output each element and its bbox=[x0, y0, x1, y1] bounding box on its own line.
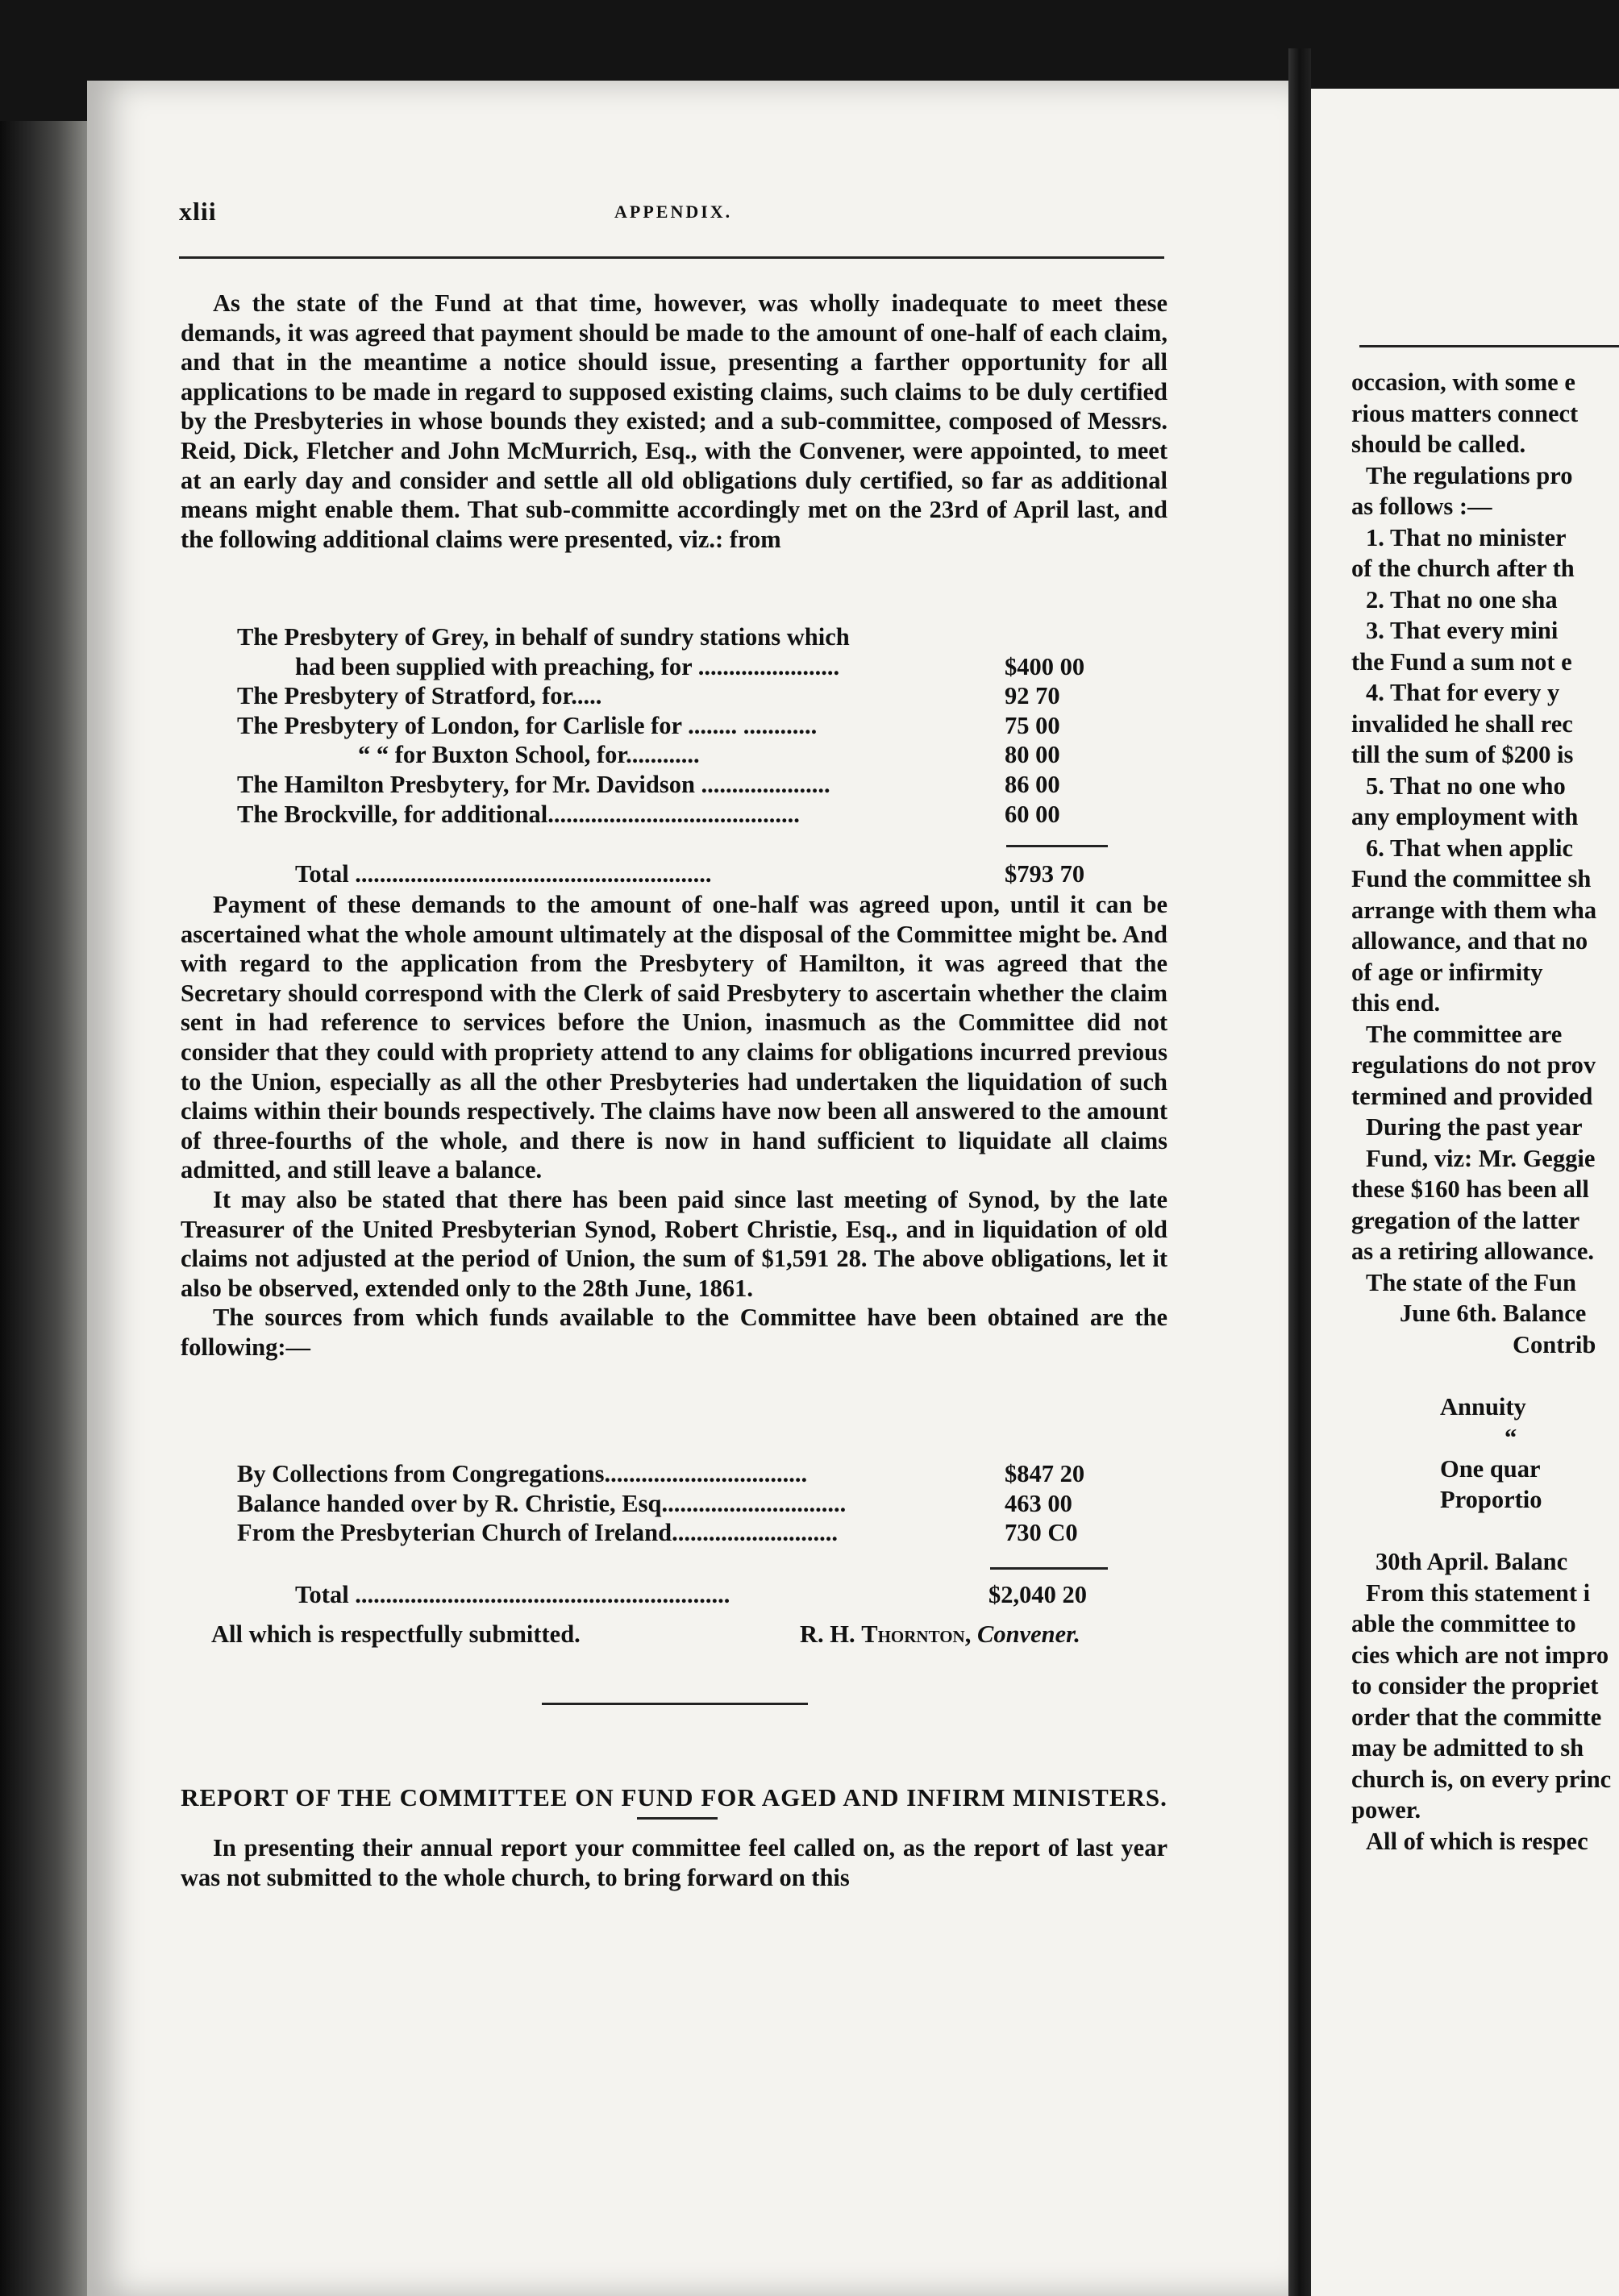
ledger-description: Balance handed over by R. Christie, Esq.............................. bbox=[237, 1489, 847, 1517]
text-line: order that the committe bbox=[1351, 1703, 1602, 1731]
text-line: this end. bbox=[1351, 989, 1441, 1017]
text-line: 2. That no one sha bbox=[1366, 585, 1558, 614]
ledger-row bbox=[237, 800, 1108, 830]
text-line: From this statement i bbox=[1366, 1578, 1591, 1607]
text-line: rious matters connect bbox=[1351, 399, 1579, 427]
ledger-amount: 60 00 bbox=[1005, 800, 1060, 828]
text-line: The state of the Fun bbox=[1366, 1268, 1576, 1296]
text-line: cies which are not impro bbox=[1351, 1641, 1609, 1669]
text-line: invalided he shall rec bbox=[1351, 709, 1573, 738]
running-head-title: APPENDIX. bbox=[614, 202, 733, 222]
text-line: any employment with bbox=[1351, 803, 1579, 830]
text-line: as a retiring allowance. bbox=[1351, 1237, 1595, 1265]
text-line: regulations do not prov bbox=[1351, 1051, 1596, 1079]
text-line: termined and provided bbox=[1351, 1082, 1593, 1110]
opening-paragraph bbox=[181, 289, 1167, 554]
text-line: Proportio bbox=[1440, 1486, 1542, 1513]
text-line: as follows :— bbox=[1351, 493, 1492, 520]
title-underline bbox=[637, 1817, 718, 1820]
text-line: Contrib bbox=[1513, 1330, 1596, 1358]
ledger-row bbox=[237, 681, 1108, 711]
ledger-row bbox=[237, 770, 1108, 800]
ledger-row bbox=[237, 622, 1108, 652]
text-line: 3. That every mini bbox=[1366, 617, 1559, 644]
running-head bbox=[179, 197, 1171, 229]
text-line: June 6th. Balance bbox=[1400, 1300, 1587, 1327]
page-number: xlii bbox=[179, 197, 217, 226]
ledger-description: From the Presbyterian Church of Ireland........................... bbox=[237, 1519, 838, 1547]
sources-total-row bbox=[237, 1580, 1108, 1610]
signature-line bbox=[211, 1620, 1138, 1653]
claims-total-row bbox=[237, 859, 1108, 889]
ledger-description: The Presbytery of Grey, in behalf of sundry stations which bbox=[237, 623, 850, 651]
text-line: allowance, and that no bbox=[1351, 927, 1588, 955]
sources-table bbox=[237, 1459, 1108, 1548]
text-line: During the past year bbox=[1366, 1113, 1583, 1141]
text-line: 4. That for every y bbox=[1366, 679, 1560, 706]
text-line: “ bbox=[1505, 1424, 1517, 1451]
text-line: may be admitted to sh bbox=[1351, 1734, 1584, 1762]
text-line: All of which is respec bbox=[1366, 1827, 1588, 1855]
text-line: able the committee to bbox=[1351, 1610, 1576, 1637]
signatory: R. H. Thornton, Convener. bbox=[800, 1620, 1080, 1648]
text-line: Fund the committee sh bbox=[1351, 865, 1592, 892]
report-paragraph bbox=[181, 1833, 1167, 1892]
text-line: of the church after th bbox=[1351, 555, 1575, 582]
ledger-amount: 730 C0 bbox=[1005, 1519, 1078, 1547]
ledger-row bbox=[237, 1518, 1108, 1548]
closing-text: All which is respectfully submitted. bbox=[211, 1620, 581, 1648]
text-line: arrange with them wha bbox=[1351, 896, 1597, 924]
total-rule bbox=[1006, 845, 1108, 847]
text-line: Fund, viz: Mr. Geggie bbox=[1366, 1144, 1596, 1172]
text-line: should be called. bbox=[1351, 430, 1526, 458]
text-line: 5. That no one who bbox=[1366, 772, 1566, 800]
text-line: to consider the propriet bbox=[1351, 1672, 1599, 1699]
ledger-row bbox=[237, 711, 1108, 741]
text-line: till the sum of $200 is bbox=[1351, 741, 1574, 768]
paragraph: As the state of the Fund at that time, however, was wholly inadequate to meet these demands, it was agreed that payment should be made to the amount of one-half of each claim, and that in the meantime a notice should issue, presenting a farther opportunity for all applications to be made in regard to supposed existing claims, such claims to be duly certified by the Presbyteries in whose bounds they existed; and a sub-committee, composed of Messrs. Reid, Dick, Fletcher and John McMurrich, Esq., with the Convener, were appointed, to meet at an early day and consider and settle all old obligations duly certified, so far as additional means might enable them. That sub-committe accordingly met on the 23rd of April last, and the following additional claims were presented, viz.: from bbox=[181, 289, 1167, 553]
paragraph: The sources from which funds available to the Committee have been obtained are the following:— bbox=[181, 1304, 1167, 1361]
text-line: The regulations pro bbox=[1366, 461, 1573, 489]
middle-paragraphs bbox=[181, 890, 1167, 1362]
ledger-description: The Presbytery of London, for Carlisle for ........ ............ bbox=[237, 711, 818, 739]
header-rule bbox=[179, 256, 1164, 259]
ledger-description: The Brockville, for additional......................................... bbox=[237, 800, 800, 828]
text-line: church is, on every princ bbox=[1351, 1765, 1612, 1793]
signatory-role: Convener. bbox=[976, 1620, 1080, 1648]
book-gutter bbox=[1288, 48, 1311, 2296]
ledger-description: By Collections from Congregations................................. bbox=[237, 1460, 808, 1487]
right-page bbox=[1311, 89, 1619, 2296]
ledger-amount: 92 70 bbox=[1005, 682, 1060, 710]
total-rule bbox=[990, 1567, 1108, 1570]
ledger-description: The Hamilton Presbytery, for Mr. Davidson ..................... bbox=[237, 770, 830, 798]
ledger-amount: 75 00 bbox=[1005, 711, 1060, 739]
total-label: Total .......................................................... bbox=[295, 860, 712, 888]
ledger-amount: 463 00 bbox=[1005, 1489, 1072, 1517]
header-rule bbox=[1359, 345, 1619, 347]
claims-table bbox=[237, 622, 1108, 829]
ledger-row bbox=[237, 1489, 1108, 1519]
signatory-surname: Thornton bbox=[861, 1620, 965, 1648]
ledger-amount: 80 00 bbox=[1005, 741, 1060, 769]
paragraph: It may also be stated that there has been paid since last meeting of Synod, by the late Treasurer of the United Presbyterian Synod, Robert Christie, Esq., and in liquidation of old claims not adjusted at the period of Union, the sum of $1,591 28. The above obligations, let it also be observed, extended only to the 28th June, 1861. bbox=[181, 1185, 1167, 1302]
paragraph: Payment of these demands to the amount of one-half was agreed upon, until it can be ascertained what the whole amount ultimately at the disposal of the Committee might be. And with regard to the application from the Presbytery of Hamilton, it was agreed that the Secretary should correspond with the Clerk of said Presbytery to ascertain whether the claim sent in had reference to services before the Union, inasmuch as the Committee did not consider that they could with propriety attend to any claims for obligations incurred previous to the Union, especially as all the other Presbyteries had undertaken the liquidation of such claims within their bounds respectively. The claims have now been all answered to the amount of three-fourths of the whole, and there is now in hand sufficient to liquidate all claims admitted, and still leave a balance. bbox=[181, 891, 1167, 1184]
book-spine-edge bbox=[0, 121, 89, 2296]
report-title: REPORT OF THE COMMITTEE ON FUND FOR AGED AND INFIRM MINISTERS. bbox=[181, 1783, 1167, 1811]
ledger-row bbox=[237, 1459, 1108, 1489]
total-amount: $793 70 bbox=[1005, 860, 1085, 888]
text-line: these $160 has been all bbox=[1351, 1175, 1589, 1203]
ledger-row bbox=[237, 740, 1108, 770]
text-line: 1. That no minister bbox=[1366, 523, 1567, 551]
total-amount: $2,040 20 bbox=[988, 1581, 1087, 1608]
text-line: One quar bbox=[1440, 1454, 1541, 1483]
text-line: of age or infirmity bbox=[1351, 958, 1543, 986]
ledger-description: had been supplied with preaching, for ....................... bbox=[295, 652, 840, 680]
text-line: 30th April. Balanc bbox=[1376, 1548, 1568, 1575]
ledger-amount: $847 20 bbox=[1005, 1460, 1085, 1487]
text-line: Annuity bbox=[1440, 1392, 1526, 1420]
ledger-amount: 86 00 bbox=[1005, 770, 1060, 798]
total-label: Total ............................................................. bbox=[295, 1581, 730, 1608]
text-line: occasion, with some e bbox=[1351, 368, 1575, 396]
ledger-description: The Presbytery of Stratford, for..... bbox=[237, 682, 602, 710]
ledger-description: “ “ for Buxton School, for............ bbox=[358, 741, 700, 769]
text-line: power. bbox=[1351, 1796, 1421, 1824]
text-line: The committee are bbox=[1366, 1020, 1563, 1048]
paragraph: In presenting their annual report your committee feel called on, as the report of last year was not submitted to the whole church, to bring forward on this bbox=[181, 1834, 1167, 1891]
section-divider bbox=[542, 1703, 808, 1705]
ledger-row bbox=[237, 652, 1108, 682]
text-line: the Fund a sum not e bbox=[1351, 647, 1572, 676]
text-line: gregation of the latter bbox=[1351, 1206, 1580, 1234]
text-line: 6. That when applic bbox=[1366, 834, 1574, 862]
ledger-amount: $400 00 bbox=[1005, 652, 1085, 680]
